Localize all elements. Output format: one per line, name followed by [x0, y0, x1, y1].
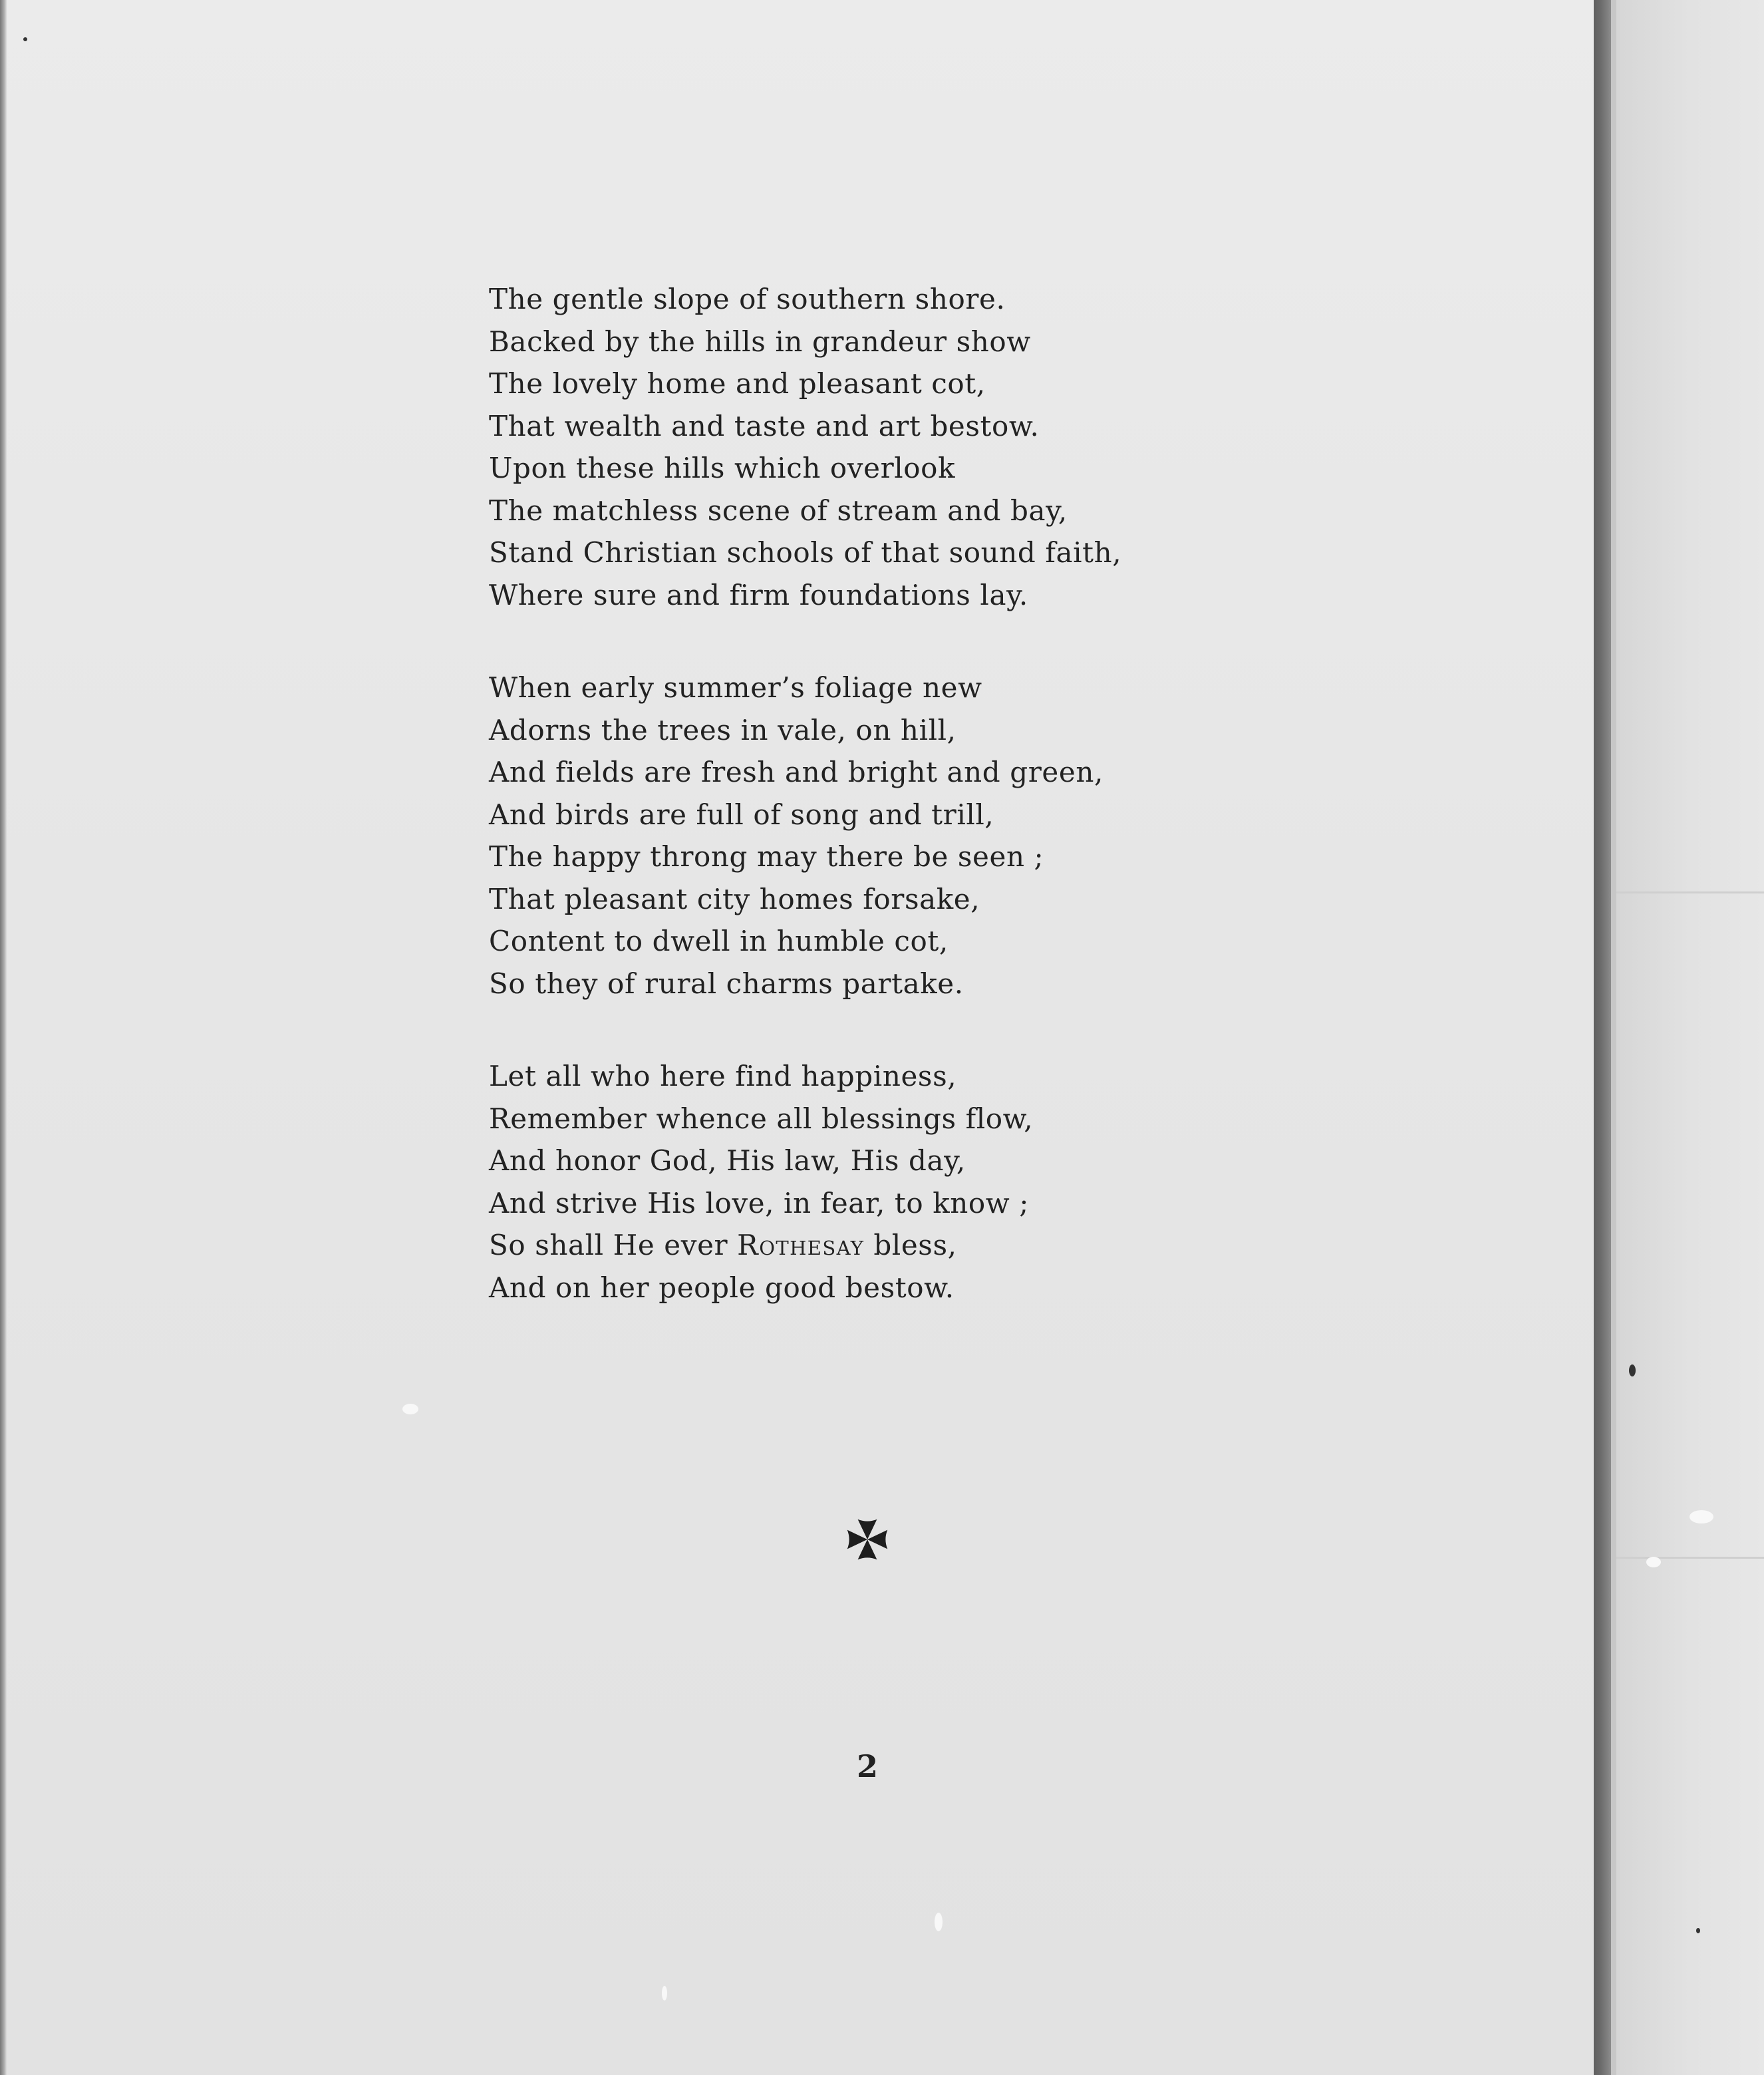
facing-page-fold [1616, 891, 1764, 893]
poem-line: Adorns the trees in vale, on hill, [489, 713, 956, 746]
paper-speck-dark [23, 37, 27, 41]
facing-page-fold [1616, 1557, 1764, 1559]
poem-line: Where sure and firm foundations lay. [489, 578, 1028, 611]
maltese-cross-shape [847, 1519, 887, 1559]
poem-line: And fields are fresh and bright and green, [489, 756, 1103, 788]
spine-highlight [1611, 0, 1616, 2075]
paper-speck [402, 1404, 418, 1414]
poem-line-rothesay [489, 1224, 1287, 1267]
page-number: 2 [856, 1748, 878, 1784]
poem-line: And birds are full of song and trill, [489, 798, 994, 831]
poem-line: Upon these hills which overlook [489, 452, 956, 484]
paper-speck [1690, 1510, 1713, 1523]
poem-line: And strive His love, in fear, to know ; [489, 1186, 1030, 1219]
stanza-2 [489, 667, 1287, 1005]
stanza-3 [489, 1055, 1287, 1309]
poem-line: When early summer’s foliage new [489, 671, 982, 704]
poem [489, 278, 1287, 1309]
poem-line: The lovely home and pleasant cot, [489, 367, 986, 400]
poem-line: The gentle slope of southern shore. [489, 283, 1006, 315]
poem-line: That pleasant city homes forsake, [489, 882, 980, 915]
facing-page-edge [1616, 0, 1764, 2075]
poem-line: So they of rural charms partake. [489, 967, 964, 1000]
paper-speck-dark [1629, 1364, 1636, 1376]
poem-line: That wealth and taste and art bestow. [489, 409, 1040, 442]
poem-line: Let all who here find happiness, [489, 1060, 957, 1092]
book-spine-shadow [1594, 0, 1611, 2075]
poem-line: Backed by the hills in grandeur show [489, 325, 1031, 358]
page-left-edge [0, 0, 7, 2075]
paper-speck [662, 1986, 667, 2000]
poem-line: The matchless scene of stream and bay, [489, 494, 1068, 527]
poem-line-start: So shall He ever [489, 1229, 728, 1261]
place-name-rothesay: Rothesay [737, 1229, 865, 1261]
poem-line: Content to dwell in humble cot, [489, 925, 949, 957]
paper-speck-dark [1696, 1928, 1700, 1933]
poem-line: Remember whence all blessings flow, [489, 1102, 1034, 1135]
poem-line-end: bless, [873, 1229, 957, 1261]
paper-speck [1646, 1557, 1661, 1567]
poem-line: Stand Christian schools of that sound faith, [489, 536, 1122, 569]
maltese-cross-icon [843, 1516, 891, 1563]
stanza-1 [489, 278, 1287, 616]
poem-line: And honor God, His law, His day, [489, 1144, 966, 1177]
paper-speck [935, 1913, 943, 1931]
poem-line: The happy throng may there be seen ; [489, 840, 1044, 873]
poem-line: And on her people good bestow. [489, 1271, 955, 1304]
